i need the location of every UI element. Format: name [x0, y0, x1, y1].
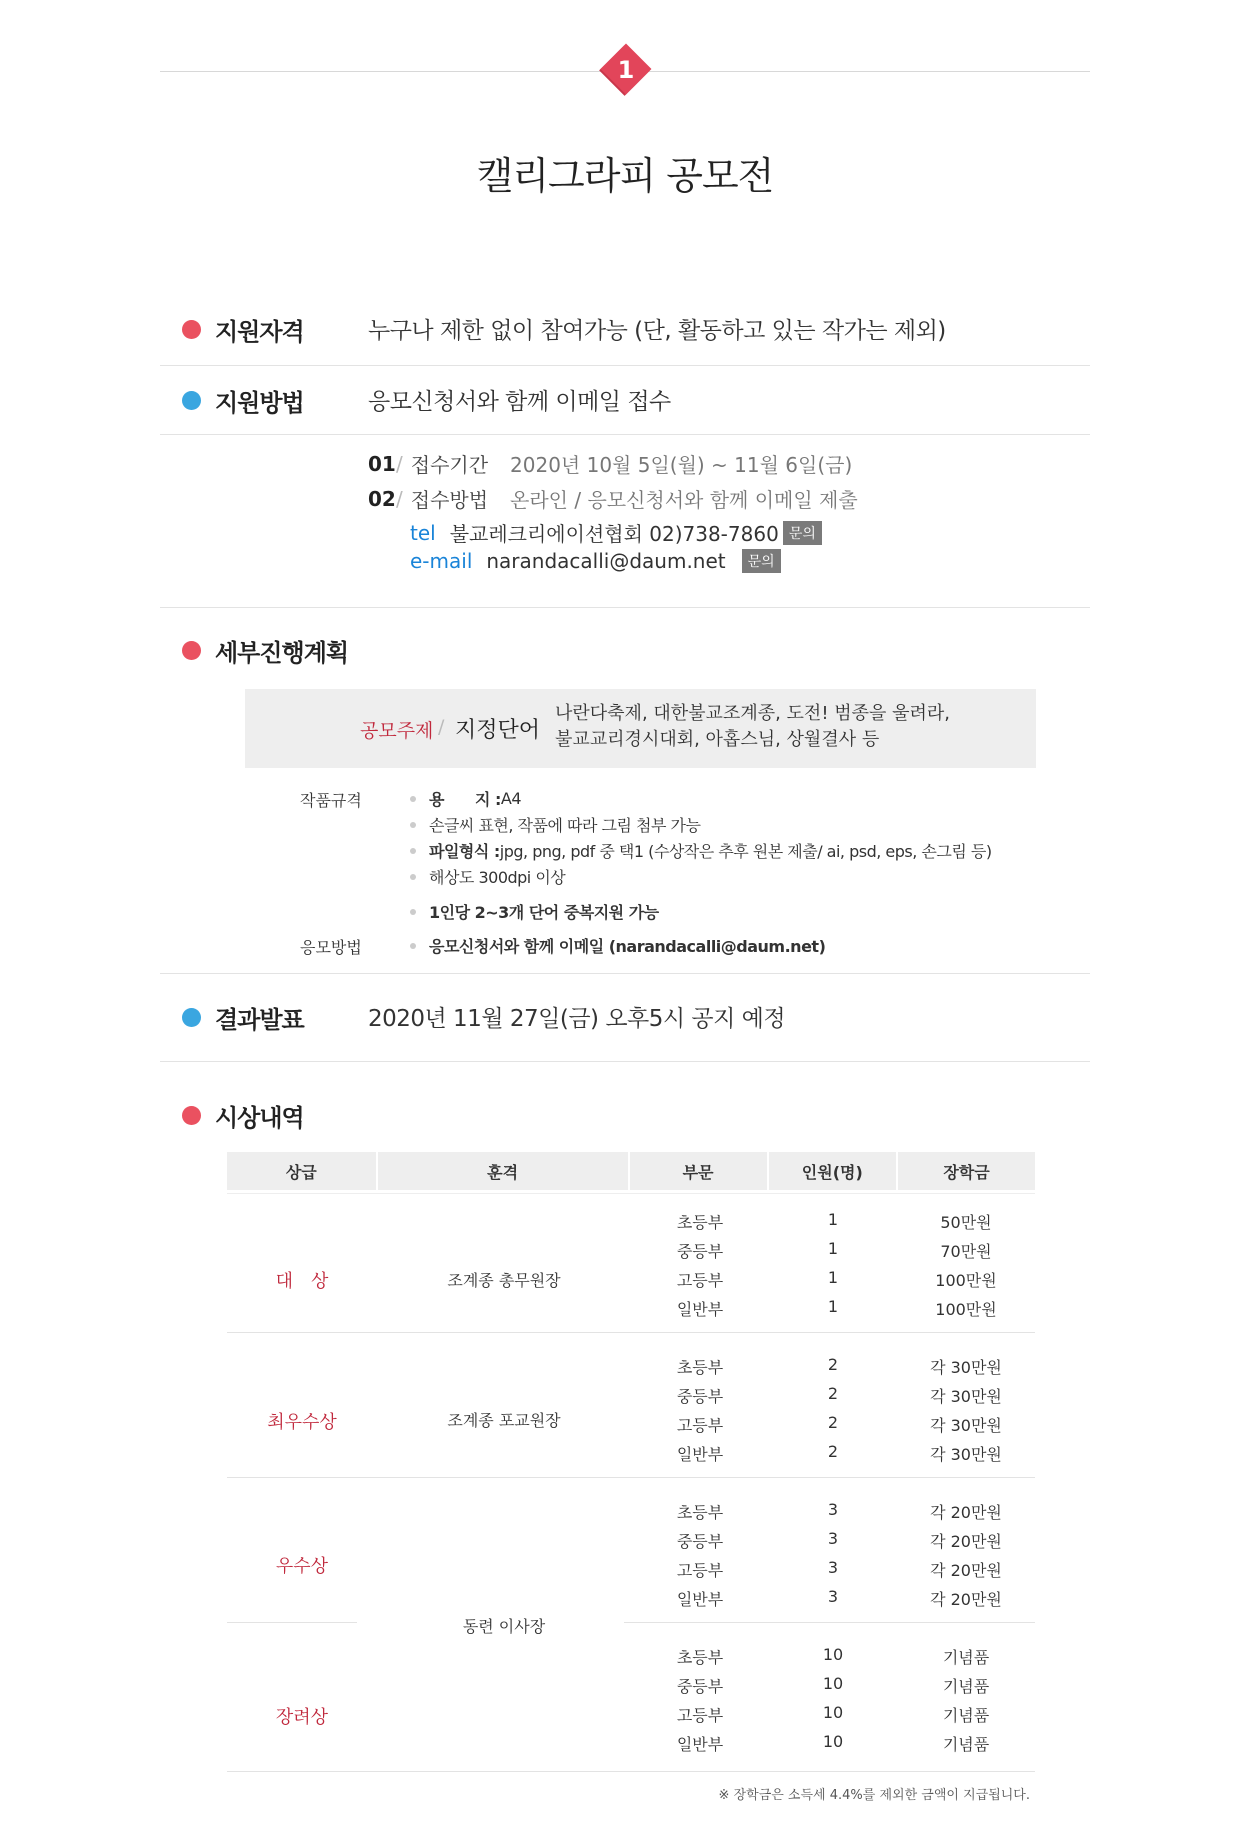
count-cell: 1 — [827, 1239, 839, 1258]
eligibility-value: 누구나 제한 없이 참여가능 (단, 활동하고 있는 작가는 제외) — [368, 318, 946, 344]
step-key: 접수방법 — [410, 488, 489, 512]
divider — [624, 1622, 1035, 1623]
division-cell: 초등부 — [676, 1213, 724, 1232]
result-value: 2020년 11월 27일(금) 오후5시 공지 예정 — [368, 1006, 786, 1032]
count-cell: 1 — [827, 1297, 839, 1316]
header-scholarship: 장학금 — [897, 1152, 1035, 1190]
step-number: 02 — [368, 486, 396, 511]
scholarship-cell: 기념품 — [942, 1735, 990, 1754]
scholarship-cell: 100만원 — [935, 1271, 997, 1290]
tel-value: 불교레크리에이션협회 02)738-7860 — [449, 522, 779, 546]
bullet-dot-icon — [182, 1106, 201, 1125]
division-cell: 고등부 — [676, 1561, 724, 1580]
divider — [227, 1771, 1035, 1772]
email-value[interactable]: narandacalli@daum.net — [486, 549, 726, 573]
scholarship-cell: 각 30만원 — [930, 1445, 1002, 1464]
division-cell: 일반부 — [676, 1300, 724, 1319]
division-cell: 초등부 — [676, 1358, 724, 1377]
divider — [160, 1061, 1090, 1062]
division-cell: 초등부 — [676, 1648, 724, 1667]
apply-item: 응모신청서와 함께 이메일 (narandacalli@daum.net) — [410, 934, 825, 957]
header-division: 부문 — [629, 1152, 768, 1190]
step-value: 온라인 / 응모신청서와 함께 이메일 제출 — [510, 488, 858, 512]
scholarship-cell: 각 20만원 — [930, 1561, 1002, 1580]
badge-number: 1 — [617, 56, 635, 84]
rank-cell: 조계종 포교원장 — [447, 1411, 561, 1430]
scholarship-cell: 기념품 — [942, 1648, 990, 1667]
count-cell: 1 — [827, 1268, 839, 1287]
email-inquiry-button[interactable]: 문의 — [742, 549, 781, 573]
division-cell: 초등부 — [676, 1503, 724, 1522]
divider — [160, 973, 1090, 974]
awards-label: 시상내역 — [215, 1104, 304, 1132]
apply-label: 응모방법 — [300, 938, 362, 957]
spec-item: 손글씨 표현, 작품에 따라 그림 첨부 가능 — [410, 813, 700, 836]
bullet-dot-icon — [182, 320, 201, 339]
tel-label: tel — [410, 520, 436, 545]
header-count: 인원(명) — [768, 1152, 898, 1190]
plan-label: 세부진행계획 — [215, 639, 349, 667]
scholarship-cell: 70만원 — [940, 1242, 992, 1261]
divider — [160, 434, 1090, 435]
division-cell: 중등부 — [676, 1532, 724, 1551]
bullet-dot-icon — [182, 641, 201, 660]
scholarship-cell: 각 30만원 — [930, 1387, 1002, 1406]
section-number-badge — [601, 44, 651, 94]
division-cell: 고등부 — [676, 1416, 724, 1435]
divider — [227, 1477, 1035, 1478]
count-cell: 10 — [822, 1732, 844, 1751]
divider — [227, 1193, 1035, 1194]
count-cell: 2 — [827, 1355, 839, 1374]
spec-item: 파일형식 : jpg, png, pdf 중 택1 (수상작은 추후 원본 제출/ ai, psd, eps, 손그림 등) — [410, 839, 992, 862]
count-cell: 2 — [827, 1384, 839, 1403]
scholarship-cell: 각 20만원 — [930, 1503, 1002, 1522]
division-cell: 고등부 — [676, 1706, 724, 1725]
theme-key1: 공모주제 — [360, 720, 434, 742]
spec-label: 작품규격 — [300, 791, 362, 810]
step-key: 접수기간 — [410, 453, 489, 477]
division-cell: 일반부 — [676, 1590, 724, 1609]
count-cell: 1 — [827, 1210, 839, 1229]
method-value: 응모신청서와 함께 이메일 접수 — [368, 389, 671, 415]
header-rank: 훈격 — [377, 1152, 629, 1190]
count-cell: 10 — [822, 1645, 844, 1664]
count-cell: 3 — [827, 1529, 839, 1548]
awards-table — [227, 1152, 1035, 1190]
grade-cell: 최우수상 — [267, 1412, 337, 1433]
grade-cell: 장려상 — [275, 1707, 329, 1728]
theme-line: 불교교리경시대회, 아홉스님, 상월결사 등 — [555, 729, 880, 750]
page-title: 캘리그라피 공모전 — [476, 154, 774, 198]
scholarship-cell: 각 30만원 — [930, 1416, 1002, 1435]
scholarship-cell: 각 20만원 — [930, 1590, 1002, 1609]
count-cell: 10 — [822, 1703, 844, 1722]
count-cell: 10 — [822, 1674, 844, 1693]
count-cell: 2 — [827, 1413, 839, 1432]
count-cell: 3 — [827, 1500, 839, 1519]
table-header-row — [227, 1152, 1035, 1190]
count-cell: 2 — [827, 1442, 839, 1461]
count-cell: 3 — [827, 1587, 839, 1606]
spec-item: 용 지 : A4 — [410, 787, 521, 810]
eligibility-label: 지원자격 — [215, 318, 304, 346]
division-cell: 일반부 — [676, 1445, 724, 1464]
divider — [160, 365, 1090, 366]
rank-cell: 동련 이사장 — [462, 1617, 546, 1636]
scholarship-footnote: ※ 장학금은 소득세 4.4%를 제외한 금액이 지급됩니다. — [718, 1788, 1030, 1803]
header-grade: 상급 — [227, 1152, 377, 1190]
division-cell: 중등부 — [676, 1387, 724, 1406]
division-cell: 일반부 — [676, 1735, 724, 1754]
result-label: 결과발표 — [215, 1006, 304, 1034]
theme-line: 나란다축제, 대한불교조계종, 도전! 범종을 울려라, — [555, 703, 951, 724]
division-cell: 중등부 — [676, 1677, 724, 1696]
rank-cell: 조계종 총무원장 — [447, 1271, 561, 1290]
email-label: e-mail — [410, 549, 473, 573]
tel-inquiry-button[interactable]: 문의 — [783, 521, 822, 545]
scholarship-cell: 100만원 — [935, 1300, 997, 1319]
theme-key2: 지정단어 — [455, 718, 541, 743]
step-number: 01 — [368, 451, 396, 476]
step-value: 2020년 10월 5일(월) ~ 11월 6일(금) — [510, 453, 853, 477]
scholarship-cell: 기념품 — [942, 1677, 990, 1696]
scholarship-cell: 기념품 — [942, 1706, 990, 1725]
tel-contact — [410, 518, 822, 547]
scholarship-cell: 각 30만원 — [930, 1358, 1002, 1377]
count-cell: 3 — [827, 1558, 839, 1577]
division-cell: 고등부 — [676, 1271, 724, 1290]
apply-period-row: 01 / 접수기간 2020년 10월 5일(월) ~ 11월 6일(금) — [368, 449, 852, 478]
divider — [227, 1622, 357, 1623]
bullet-dot-icon — [182, 1008, 201, 1027]
multi-apply-note: 1인당 2~3개 단어 중복지원 가능 — [410, 900, 659, 923]
divider — [160, 607, 1090, 608]
division-cell: 중등부 — [676, 1242, 724, 1261]
spec-item: 해상도 300dpi 이상 — [410, 865, 565, 888]
scholarship-cell: 50만원 — [940, 1213, 992, 1232]
divider — [227, 1332, 1035, 1333]
scholarship-cell: 각 20만원 — [930, 1532, 1002, 1551]
email-contact — [410, 549, 781, 573]
theme-value — [555, 701, 950, 753]
bullet-dot-icon — [182, 391, 201, 410]
apply-method-row: 02 / 접수방법 온라인 / 응모신청서와 함께 이메일 제출 — [368, 484, 858, 513]
method-label: 지원방법 — [215, 389, 304, 417]
grade-cell: 대 상 — [275, 1271, 329, 1292]
grade-cell: 우수상 — [275, 1556, 329, 1577]
theme-box: 공모주제 / 지정단어 나란다축제, 대한불교조계종, 도전! 범종을 울려라, 불교교리경시대회, 아홉스님, 상월결사 등 — [245, 689, 1036, 768]
